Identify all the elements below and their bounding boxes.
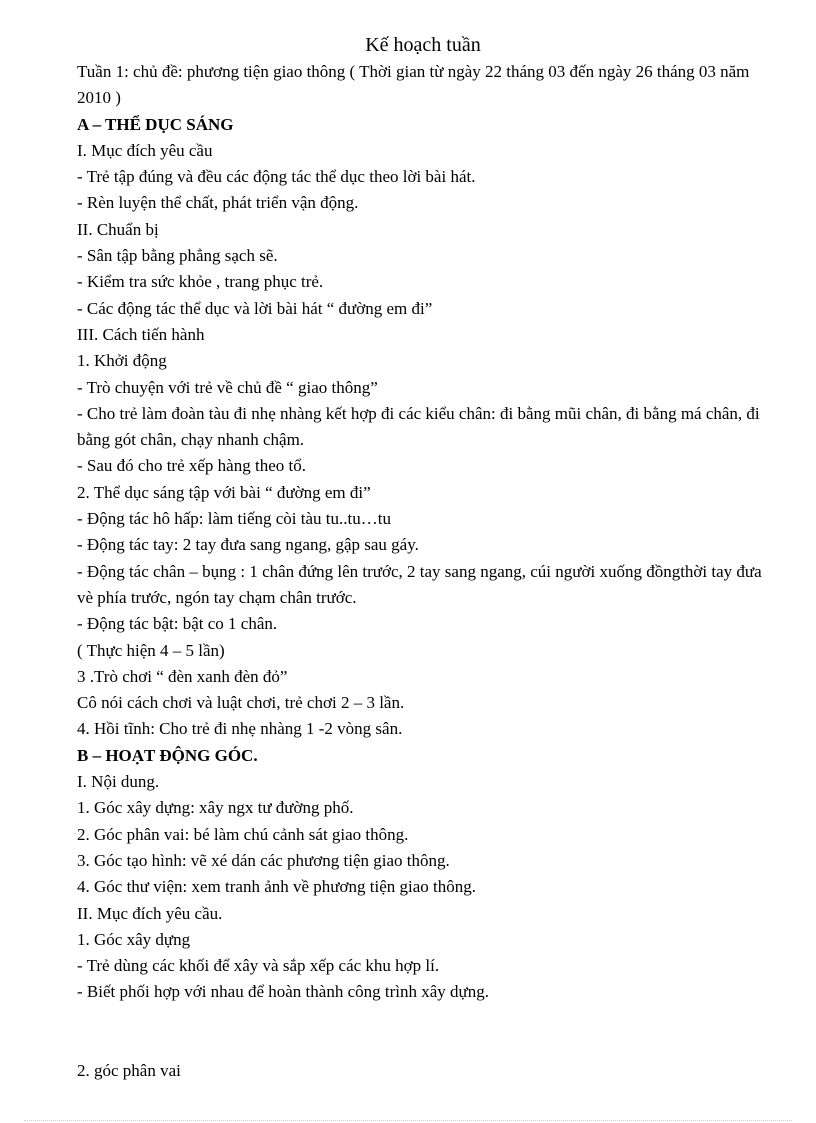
- warmup-item: - Sau đó cho trẻ xếp hàng theo tổ.: [77, 456, 306, 476]
- prep-item: - Kiểm tra sức khỏe , trang phục trẻ.: [77, 272, 324, 292]
- warmup-item: - Trò chuyện với trẻ về chủ đề “ giao thông”: [77, 377, 378, 397]
- exercise-item: ( Thực hiện 4 – 5 lần): [77, 640, 225, 660]
- page-bottom-divider: [24, 1120, 792, 1121]
- content-heading: I. Nội dung.: [77, 772, 160, 792]
- build-item: - Biết phối hợp với nhau để hoàn thành công trình xây dựng.: [77, 982, 489, 1002]
- prep-heading: II. Chuẩn bị: [77, 219, 159, 239]
- section-b-purpose-heading: II. Mục đích yêu cầu.: [77, 903, 223, 923]
- blank-space: [77, 1006, 767, 1059]
- purpose-item: - Rèn luyện thể chất, phát triển vận động.: [77, 193, 359, 213]
- exercise-item: - Động tác hô hấp: làm tiếng còi tàu tu..tu…tu: [77, 509, 391, 529]
- prep-item: - Các động tác thể dục và lời bài hát “ đường em đi”: [77, 298, 433, 318]
- warmup-heading: 1. Khởi động: [77, 351, 167, 371]
- build-heading: 1. Góc xây dựng: [77, 929, 191, 949]
- section-b-heading: B – HOẠT ĐỘNG GÓC.: [77, 745, 258, 765]
- prep-item: - Sân tập bằng phẳng sạch sẽ.: [77, 246, 278, 266]
- exercise-item: - Động tác tay: 2 tay đưa sang ngang, gập sau gáy.: [77, 535, 419, 555]
- roleplay-heading: 2. góc phân vai: [77, 1061, 181, 1081]
- content-item: 3. Góc tạo hình: vẽ xé dán các phương tiện giao thông.: [77, 850, 450, 870]
- document-title: Kế hoạch tuần: [365, 34, 481, 56]
- document-body: [77, 59, 767, 1085]
- exercise-item: - Động tác chân – bụng : 1 chân đứng lên trước, 2 tay sang ngang, cúi người xuống đồngthời tay đưa vè phía trước, ngón tay chạm chân trước.: [77, 561, 762, 607]
- game-text: Cô nói cách chơi và luật chơi, trẻ chơi 2 – 3 lần.: [77, 693, 405, 713]
- section-a-heading: A – THỂ DỤC SÁNG: [77, 114, 234, 134]
- warmup-item: - Cho trẻ làm đoàn tàu đi nhẹ nhàng kết hợp đi các kiểu chân: đi bằng mũi chân, đi bằng má chân, đi bằng gót chân, chạy nhanh chậm.: [77, 403, 760, 450]
- purpose-heading: I. Mục đích yêu cầu: [77, 140, 213, 160]
- procedure-heading: III. Cách tiến hành: [77, 324, 205, 344]
- content-item: 1. Góc xây dựng: xây ngx tư đường phố.: [77, 798, 354, 818]
- content-item: 4. Góc thư viện: xem tranh ảnh về phương tiện giao thông.: [77, 877, 476, 897]
- build-item: - Trẻ dùng các khối để xây và sắp xếp các khu hợp lí.: [77, 956, 440, 976]
- exercise-item: - Động tác bật: bật co 1 chân.: [77, 614, 278, 634]
- exercise-heading: 2. Thể dục sáng tập với bài “ đường em đi”: [77, 482, 371, 502]
- content-item: 2. Góc phân vai: bé làm chú cảnh sát giao thông.: [77, 824, 409, 844]
- purpose-item: - Trẻ tập đúng và đều các động tác thể dục theo lời bài hát.: [77, 167, 476, 187]
- intro-paragraph: Tuần 1: chủ đề: phương tiện giao thông ( Thời gian từ ngày 22 tháng 03 đến ngày 26 tháng 03 năm 2010 ): [77, 62, 750, 108]
- game-heading: 3 .Trò chơi “ đèn xanh đèn đỏ”: [77, 666, 288, 686]
- cooldown-text: 4. Hồi tĩnh: Cho trẻ đi nhẹ nhàng 1 -2 vòng sân.: [77, 719, 403, 739]
